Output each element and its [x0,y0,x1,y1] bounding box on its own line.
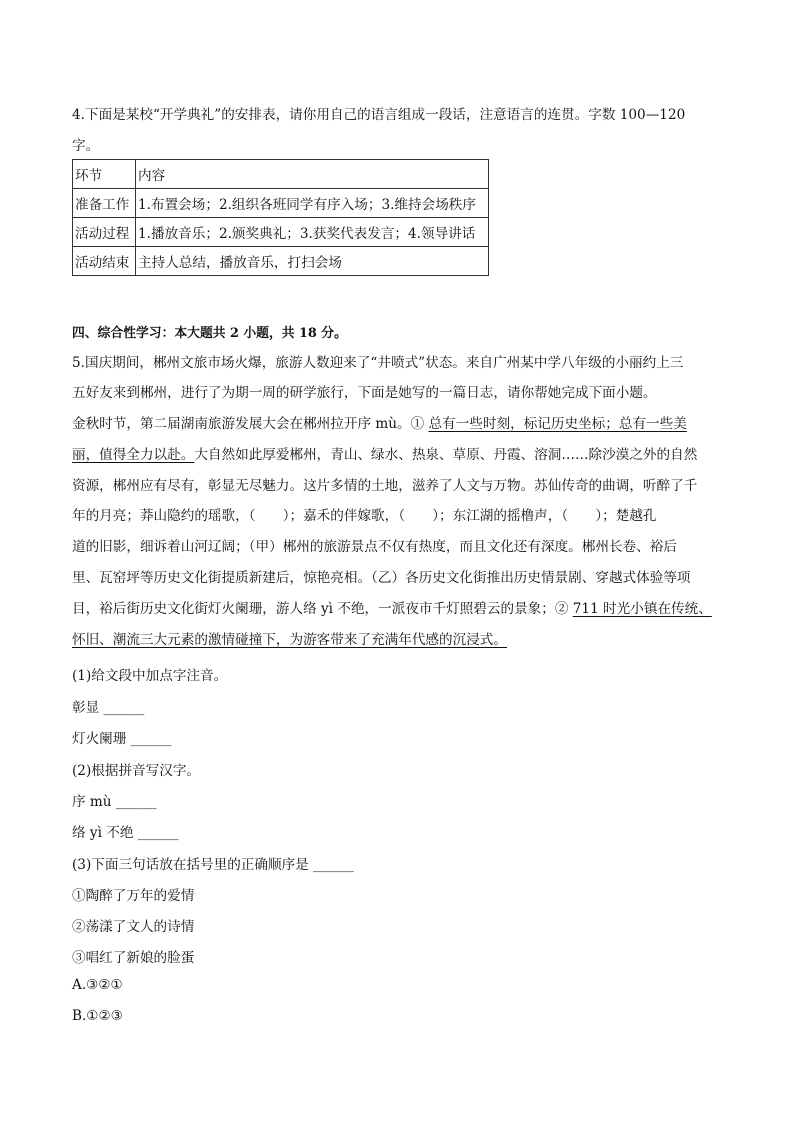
table-cell-stage: 准备工作 [73,189,136,218]
table-cell-content: 1.播放音乐；2.颁奖典礼；3.获奖代表发言；4.领导讲话 [136,218,489,247]
passage-text: 目，裕后街历史文化街灯火阑珊，游人络 yì 不绝，一派夜市千灯照碧云的景象；② [72,601,573,617]
section-4-heading: 四、综合性学习：本大题共 2 小题，共 18 分。 [72,326,347,341]
underlined-sentence-2: 711 时光小镇在传统、 [572,601,712,617]
underlined-sentence-1-cont: 丽，值得全力以赴。 [72,447,195,463]
sentence-option: ②荡漾了文人的诗情 [72,919,195,935]
passage-text: 大自然如此厚爱郴州，青山、绿水、热泉、草原、丹霞、溶洞……除沙漠之外的自然 [194,447,698,463]
passage-line [72,443,697,463]
passage-text: 金秋时节，第二届湖南旅游发展大会在郴州拉开序 mù。① [72,416,429,432]
sub-question-1: (1)给文段中加点字注音。 [72,668,228,684]
passage-line: 年的月亮；莽山隐约的瑶歌，（ ）；嘉禾的伴嫁歌，（ ）；东江湖的摇橹声，（ ）；楚越孔 [72,508,657,524]
sub-question-2-item: 序 mù ______ [72,794,157,810]
passage-line: 资源，郴州应有尽有，彰显无尽魅力。这片多情的土地，滋养了人文与万物。苏仙传奇的曲调，听醉了千 [72,478,698,494]
table-cell-stage: 活动结束 [73,247,136,276]
passage-line [72,597,712,617]
question-4-prompt: 4.下面是某校“开学典礼”的安排表，请你用自己的语言组成一段话，注意语言的连贯。字数 100—120 [72,107,686,123]
table-cell-content: 主持人总结，播放音乐，打扫会场 [136,247,489,276]
table-cell-content: 1.布置会场；2.组织各班同学有序入场；3.维持会场秩序 [136,189,489,218]
question-5-intro-cont: 五好友来到郴州，进行了为期一周的研学旅行，下面是她写的一篇日志，请你帮她完成下面小题。 [72,385,657,401]
sub-question-2: (2)根据拼音写汉字。 [72,763,201,779]
sub-question-1-item: 彰显 ______ [72,700,145,716]
table-row [73,247,489,276]
table-header-row [73,160,489,189]
table-row [73,189,489,218]
passage-line [72,412,687,432]
underlined-sentence-2-cont: 怀旧、潮流三大元素的激情碰撞下，为游客带来了充满年代感的沉浸式。 [72,632,507,648]
sentence-option: ①陶醉了万年的爱情 [72,888,195,904]
passage-line: 里、瓦窑坪等历史文化街提质新建后，惊艳亮相。（乙）各历史文化街推出历史情景剧、穿越式体验等项 [72,570,691,586]
sub-question-3: (3)下面三句话放在括号里的正确顺序是 ______ [72,857,354,873]
sentence-option: ③唱红了新娘的脸蛋 [72,950,195,966]
ceremony-schedule-table [72,159,489,276]
answer-choice-b: B.①②③ [72,1008,123,1024]
table-header-cell: 环节 [73,160,136,189]
table-header-cell: 内容 [136,160,489,189]
table-cell-stage: 活动过程 [73,218,136,247]
passage-line: 道的旧影，细诉着山河辽阔；（甲）郴州的旅游景点不仅有热度，而且文化还有深度。郴州长卷、裕后 [72,539,677,555]
underlined-sentence-1: 总有一些时刻，标记历史坐标；总有一些美 [428,416,687,432]
question-4-prompt-cont: 字。 [72,138,100,154]
sub-question-2-item: 络 yì 不绝 ______ [72,825,179,841]
table-row [73,218,489,247]
question-5-intro: 5.国庆期间，郴州文旅市场火爆，旅游人数迎来了“井喷式”状态。来自广州某中学八年级的小丽约上三 [72,355,684,371]
sub-question-1-item: 灯火阑珊 ______ [72,731,172,747]
answer-choice-a: A.③②① [72,977,123,993]
passage-line [72,628,507,648]
